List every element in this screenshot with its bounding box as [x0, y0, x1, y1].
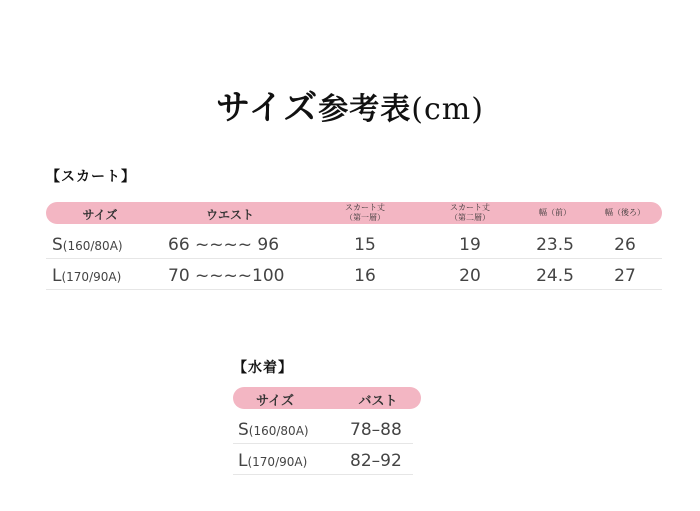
skirt-row-l-length1: 16 — [354, 266, 376, 286]
size-letter: S — [52, 235, 63, 255]
title-unit: (cm) — [411, 92, 484, 127]
skirt-row-l-width-front: 24.5 — [536, 266, 574, 286]
skirt-header-length2-bottom: （第二層） — [450, 213, 490, 222]
row-divider — [233, 474, 413, 475]
skirt-header-length1 — [335, 203, 395, 223]
swim-row-s-bust: 78–88 — [350, 420, 402, 440]
swim-section-label: 【水着】 — [233, 360, 293, 376]
skirt-row-l-waist: 70 ~~~~100 — [168, 266, 285, 286]
skirt-row-s-waist: 66 ~~~~ 96 — [168, 235, 280, 255]
size-detail: (160/80A) — [248, 424, 309, 438]
row-divider — [46, 258, 662, 259]
skirt-header-length1-top: スカート丈 — [345, 203, 385, 212]
swim-row-s-size — [238, 420, 309, 440]
skirt-row-s-width-back: 26 — [614, 235, 636, 255]
skirt-header-waist: ウエスト — [205, 208, 254, 222]
skirt-row-s-length1: 15 — [354, 235, 376, 255]
size-letter: L — [52, 266, 62, 286]
skirt-row-s-width-front: 23.5 — [536, 235, 574, 255]
swim-row-l-bust: 82–92 — [350, 451, 402, 471]
skirt-header-length2-top: スカート丈 — [450, 203, 490, 212]
skirt-section-label: 【スカート】 — [46, 169, 136, 185]
skirt-row-l-length2: 20 — [459, 266, 481, 286]
skirt-header-length1-bottom: （第一層） — [345, 213, 385, 222]
size-letter: L — [238, 451, 248, 471]
title-rest: 参考表 — [318, 92, 412, 127]
skirt-header-length2 — [440, 203, 500, 223]
skirt-header-size: サイズ — [82, 208, 118, 222]
size-detail: (160/80A) — [62, 239, 123, 253]
skirt-row-l-size — [52, 266, 121, 286]
skirt-header-width-back: 幅（後ろ） — [605, 208, 645, 217]
skirt-row-s-length2: 19 — [459, 235, 481, 255]
size-detail: (170/90A) — [247, 455, 308, 469]
row-divider — [46, 289, 662, 290]
skirt-row-l-width-back: 27 — [614, 266, 636, 286]
skirt-header-width-front: 幅（前） — [539, 208, 571, 217]
size-letter: S — [238, 420, 249, 440]
page-title — [0, 80, 700, 129]
size-detail: (170/90A) — [61, 270, 122, 284]
title-main: サイズ — [216, 88, 319, 128]
swim-row-l-size — [238, 451, 307, 471]
skirt-row-s-size — [52, 235, 123, 255]
swim-header-bust: バスト — [358, 394, 398, 409]
row-divider — [233, 443, 413, 444]
swim-header-size: サイズ — [256, 394, 294, 409]
